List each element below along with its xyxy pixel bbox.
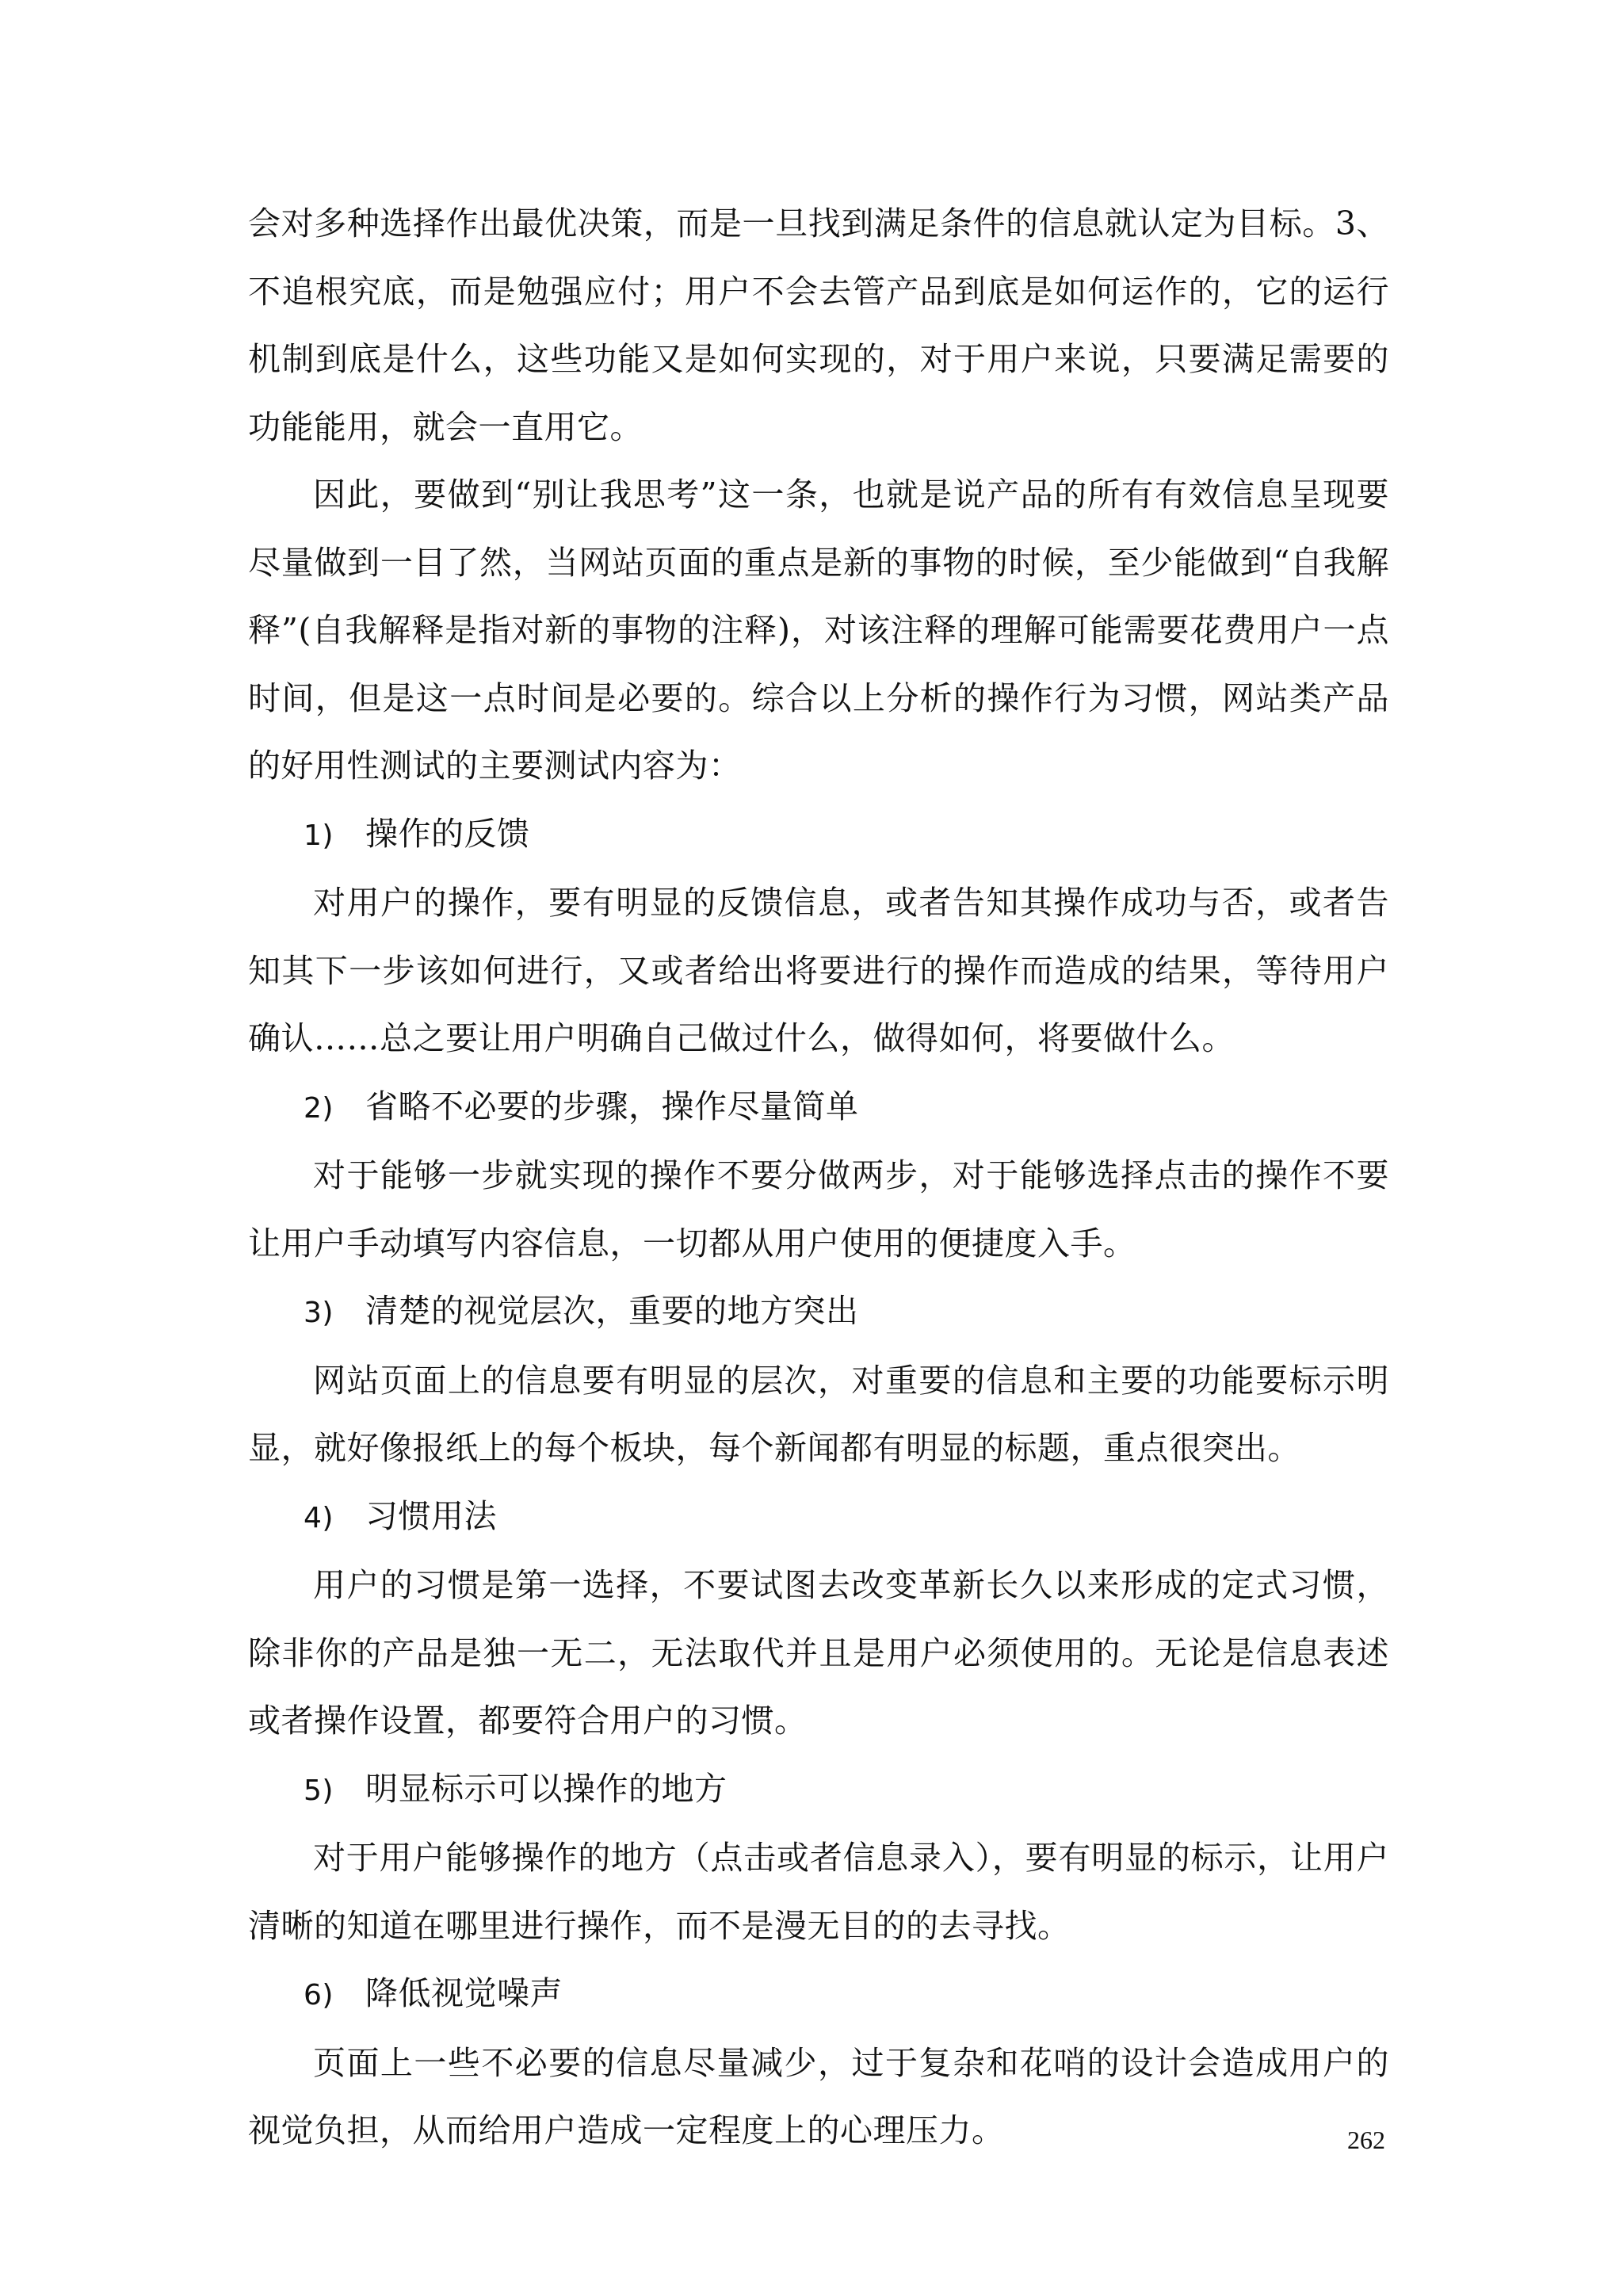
body-text bbox=[248, 190, 1389, 2165]
paragraph-summary: 因此，要做到“别让我思考”这一条，也就是说产品的所有有效信息呈现要尽量做到一目了然，当网站页面的重点是新的事物的时候，至少能做到“自我解释”(自我解释是指对新的事物的注释)，对该注释的理解可能需要花费用户一点时间，但是这一点时间是必要的。综合以上分析的操作行为习惯，网站类产品的好用性测试的主要测试内容为： bbox=[248, 476, 1389, 785]
list-item-text: 页面上一些不必要的信息尽量减少，过于复杂和花哨的设计会造成用户的视觉负担，从而给用户造成一定程度上的心理压力。 bbox=[248, 2043, 1389, 2149]
list-item-number: 4) bbox=[304, 1501, 334, 1534]
list-item-text: 对于用户能够操作的地方（点击或者信息录入），要有明显的标示，让用户清晰的知道在哪里进行操作，而不是漫无目的的去寻找。 bbox=[248, 1839, 1389, 1945]
list-item-number: 5) bbox=[304, 1774, 334, 1807]
list-item-heading bbox=[248, 1073, 1389, 1143]
list-item-title: 明显标示可以操作的地方 bbox=[365, 1769, 727, 1808]
list-item-heading bbox=[248, 1483, 1389, 1553]
list-item-text: 对用户的操作，要有明显的反馈信息，或者告知其操作成功与否，或者告知其下一步该如何进行，又或者给出将要进行的操作而造成的结果，等待用户确认……总之要让用户明确自己做过什么，做得如何，将要做什么。 bbox=[248, 884, 1389, 1057]
list-item-number: 3) bbox=[304, 1297, 334, 1329]
list-item-title: 降低视觉噪声 bbox=[365, 1974, 563, 2012]
paragraph-intro-continuation: 会对多种选择作出最优决策，而是一旦找到满足条件的信息就认定为目标。3、不追根究底，而是勉强应付；用户不会去管产品到底是如何运作的，它的运行机制到底是什么，这些功能又是如何实现的，对于用户来说，只要满足需要的功能能用，就会一直用它。 bbox=[248, 204, 1389, 446]
list-item-number: 6) bbox=[304, 1979, 334, 2011]
list-item-title: 习惯用法 bbox=[365, 1496, 497, 1535]
list-item-text: 对于能够一步就实现的操作不要分做两步，对于能够选择点击的操作不要让用户手动填写内容信息，一切都从用户使用的便捷度入手。 bbox=[248, 1156, 1389, 1263]
list-item-text: 网站页面上的信息要有明显的层次，对重要的信息和主要的功能要标示明显，就好像报纸上的每个板块，每个新闻都有明显的标题，重点很突出。 bbox=[248, 1361, 1389, 1467]
list-item-heading bbox=[248, 1755, 1389, 1825]
list-item-title: 清楚的视觉层次，重要的地方突出 bbox=[365, 1292, 859, 1330]
list-item-text: 用户的习惯是第一选择，不要试图去改变革新长久以来形成的定式习惯，除非你的产品是独一无二，无法取代并且是用户必须使用的。无论是信息表述或者操作设置，都要符合用户的习惯。 bbox=[248, 1566, 1389, 1740]
list-item-heading bbox=[248, 1278, 1389, 1347]
list-item-title: 操作的反馈 bbox=[365, 814, 530, 853]
list-item-number: 2) bbox=[304, 1091, 334, 1125]
list-item-title: 省略不必要的步骤，操作尽量简单 bbox=[365, 1087, 859, 1125]
list-item-heading bbox=[248, 1960, 1389, 2030]
list-item-heading bbox=[248, 800, 1389, 870]
page-number: 262 bbox=[1347, 2126, 1385, 2154]
list-item-number: 1) bbox=[304, 819, 334, 852]
